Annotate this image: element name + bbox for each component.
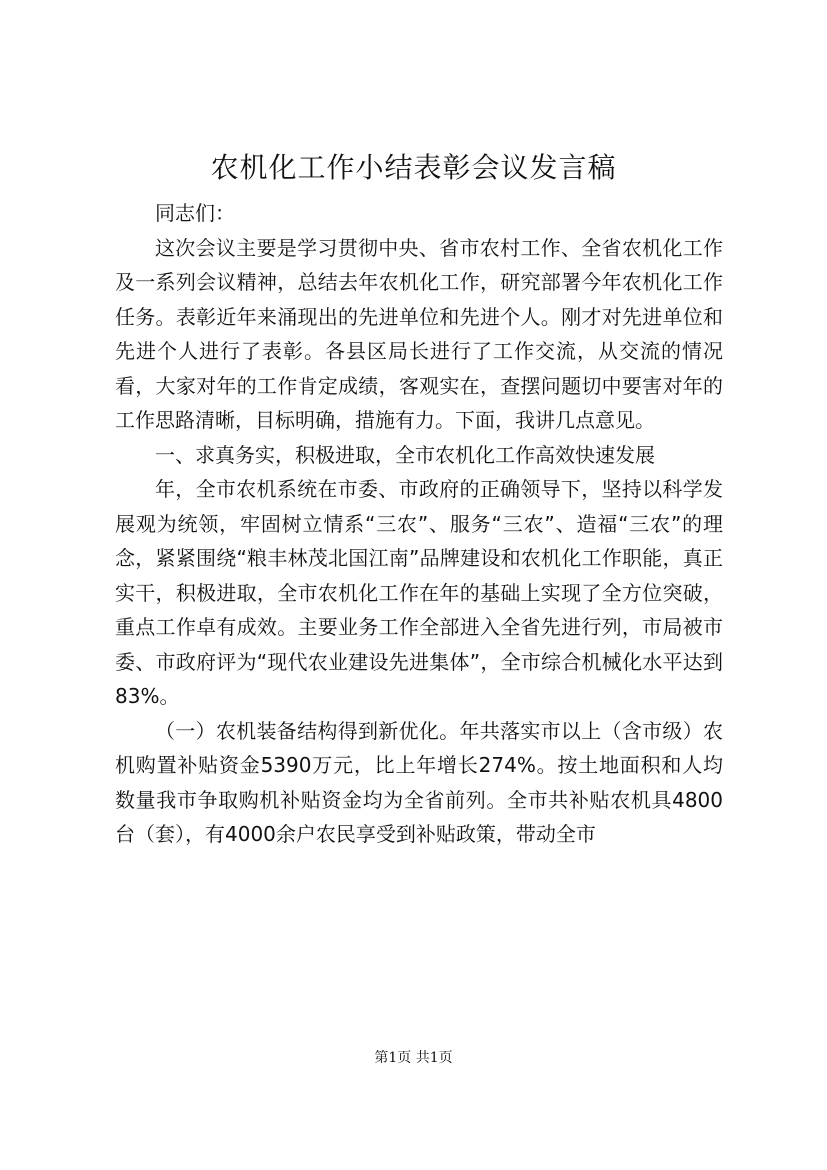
document-body: [115, 196, 723, 852]
greeting: 同志们：: [155, 201, 235, 225]
page-footer: 第1页 共1页: [374, 1050, 453, 1066]
paragraph-equipment: （一）农机装备结构得到新优化。年共落实市以上（含市级）农机购置补贴资金5390万元，比上年增长274%。按土地面积和人均数量我市争取购机补贴资金均为全省前列。全市共补贴农机具4800台（套），有4000余户农民享受到补贴政策，带动全市: [115, 718, 723, 846]
paragraph-summary: 年，全市农机系统在市委、市政府的正确领导下，坚持以科学发展观为统领，牢固树立情系“三农”、服务“三农”、造福“三农”的理念，紧紧围绕“粮丰林茂北国江南”品牌建设和农机化工作职能，真正实干，积极进取，全市农机化工作在年的基础上实现了全方位突破，重点工作卓有成效。主要业务工作全部进入全省先进行列，市局被市委、市政府评为“现代农业建设先进集体”，全市综合机械化水平达到83%。: [115, 477, 723, 708]
section-heading-1: 一、求真务实，积极进取，全市农机化工作高效快速发展: [155, 442, 655, 467]
paragraph-intro: 这次会议主要是学习贯彻中央、省市农村工作、全省农机化工作及一系列会议精神，总结去年农机化工作，研究部署今年农机化工作任务。表彰近年来涌现出的先进单位和先进个人。刚才对先进单位和先进个人进行了表彰。各县区局长进行了工作交流，从交流的情况看，大家对年的工作肯定成绩，客观实在，查摆问题切中要害对年的工作思路清晰，目标明确，措施有力。下面，我讲几点意见。: [115, 235, 723, 432]
document-title: 农机化工作小结表彰会议发言稿: [210, 151, 617, 184]
